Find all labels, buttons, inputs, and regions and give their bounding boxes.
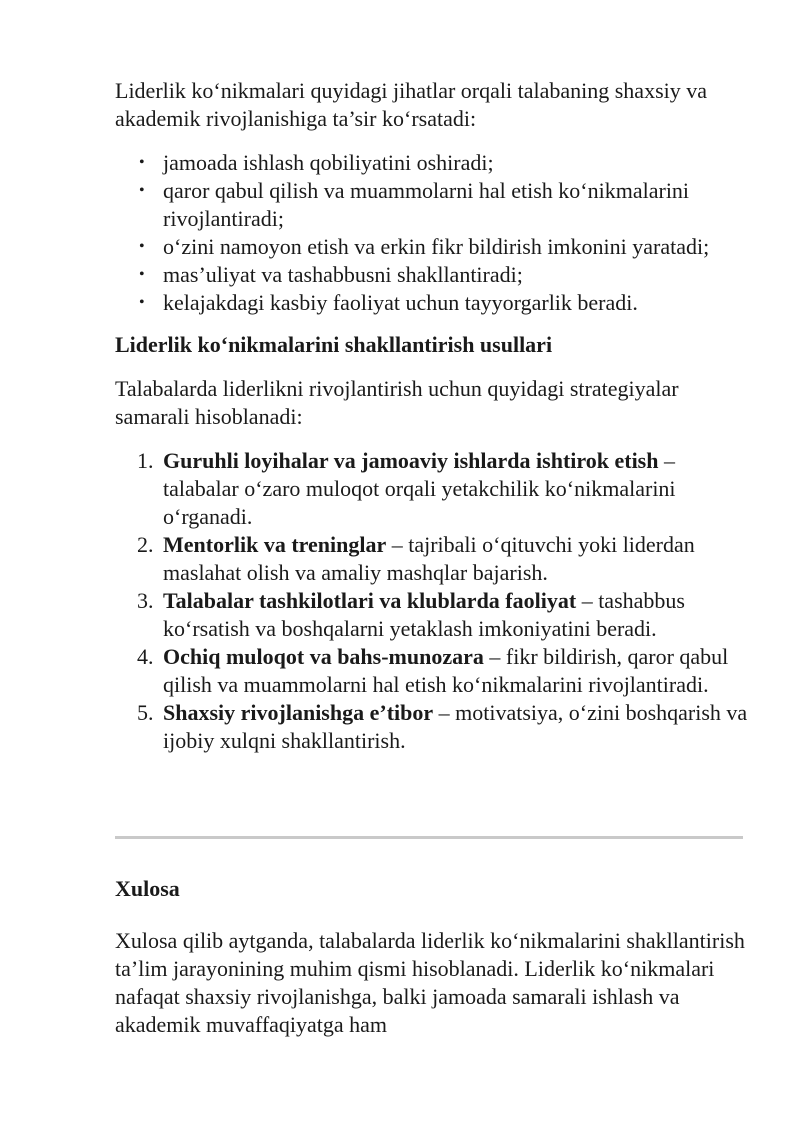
impact-bullet-list <box>115 149 750 317</box>
method-title: Ochiq muloqot va bahs-munozara <box>163 644 484 669</box>
method-description: – tashabbus ko‘rsatish va boshqalarni yetaklash imkoniyatini beradi. <box>163 588 685 641</box>
methods-numbered-list <box>115 447 750 755</box>
intro-paragraph: Liderlik ko‘nikmalari quyidagi jihatlar orqali talabaning shaxsiy va akademik rivojlanishiga ta’sir ko‘rsatadi: <box>115 78 708 131</box>
method-item <box>137 447 750 531</box>
bullet-item: • kelajakdagi kasbiy faoliyat uchun tayyorgarlik beradi. <box>163 289 750 317</box>
bullet-item: • o‘zini namoyon etish va erkin fikr bildirish imkonini yaratadi; <box>163 233 750 261</box>
list-number: 3. <box>137 588 154 613</box>
method-description: – tajribali o‘qituvchi yoki liderdan maslahat olish va amaliy mashqlar bajarish. <box>163 532 695 585</box>
bullet-item: • jamoada ishlash qobiliyatini oshiradi; <box>163 149 750 177</box>
methods-heading: Liderlik ko‘nikmalarini shakllantirish usullari <box>115 332 553 357</box>
conclusion-section <box>115 875 750 1039</box>
method-title: Guruhli loyihalar va jamoaviy ishlarda ishtirok etish <box>163 448 659 473</box>
list-number: 4. <box>137 644 154 669</box>
method-title: Mentorlik va treninglar <box>163 532 387 557</box>
methods-intro-paragraph: Talabalarda liderlikni rivojlantirish uchun quyidagi strategiyalar samarali hisoblanadi: <box>115 376 679 429</box>
method-item <box>137 643 750 699</box>
conclusion-paragraph: Xulosa qilib aytganda, talabalarda liderlik ko‘nikmalarini shakllantirish ta’lim jarayonining muhim qismi hisoblanadi. Liderlik ko‘nikmalari nafaqat shaxsiy rivojlanishga, balki jamoada samarali ishlash va akademik muvaffaqiyatga ham <box>115 928 745 1037</box>
method-title: Shaxsiy rivojlanishga e’tibor <box>163 700 434 725</box>
document-body <box>115 77 750 767</box>
method-description: – motivatsiya, o‘zini boshqarish va ijobiy xulqni shakllantirish. <box>163 700 748 753</box>
method-description: – talabalar o‘zaro muloqot orqali yetakchilik ko‘nikmalarini o‘rganadi. <box>163 448 676 529</box>
method-item <box>137 531 750 587</box>
list-number: 2. <box>137 532 154 557</box>
list-number: 5. <box>137 700 154 725</box>
method-description: – fikr bildirish, qaror qabul qilish va muammolarni hal etish ko‘nikmalarini rivojlantiradi. <box>163 644 729 697</box>
method-item <box>137 699 750 755</box>
method-item <box>137 587 750 643</box>
method-title: Talabalar tashkilotlari va klublarda faoliyat <box>163 588 577 613</box>
list-number: 1. <box>137 448 154 473</box>
bullet-item: • mas’uliyat va tashabbusni shakllantiradi; <box>163 261 750 289</box>
horizontal-divider <box>115 836 743 839</box>
conclusion-heading: Xulosa <box>115 876 180 901</box>
bullet-item: • qaror qabul qilish va muammolarni hal etish ko‘nikmalarini rivojlantiradi; <box>163 177 750 233</box>
